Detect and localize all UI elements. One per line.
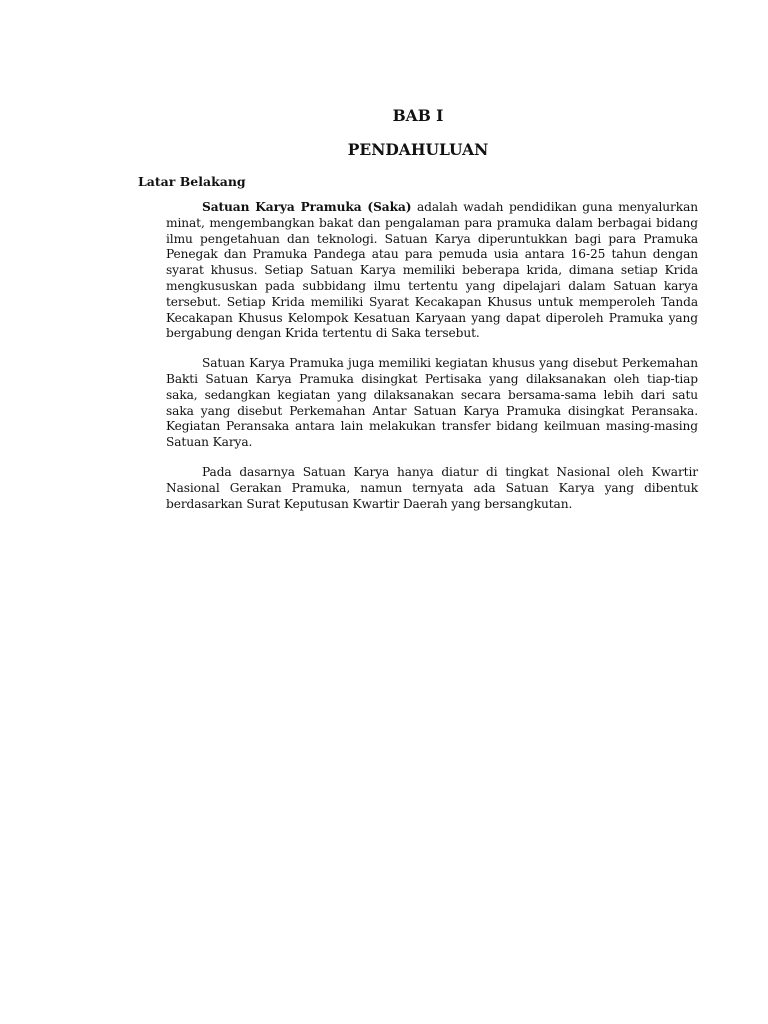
paragraph-1 (166, 200, 698, 342)
chapter-title: PENDAHULUAN (347, 140, 489, 159)
paragraph-1-lead: Satuan Karya Pramuka (Saka) (202, 200, 412, 214)
paragraph-3-text: Pada dasarnya Satuan Karya hanya diatur di tingkat Nasional oleh Kwartir Nasional Gerakan Pramuka, namun ternyata ada Satuan Karya yang dibentuk berdasarkan Surat Keputusan Kwartir Daerah yang bersangkutan. (166, 464, 698, 511)
paragraph-2-text: Satuan Karya Pramuka juga memiliki kegiatan khusus yang disebut Perkemahan Bakti Satuan Karya Pramuka disingkat Pertisaka yang dilaksanakan oleh tiap-tiap saka, sedangkan kegiatan yang dilaksanakan secara bersama-sama lebih dari satu saka yang disebut Perkemahan Antar Satuan Karya Pramuka disingkat Peransaka. Kegiatan Peransaka antara lain melakukan transfer bidang keilmuan masing-masing Satuan Karya. (166, 356, 698, 450)
paragraph-1-text: adalah wadah pendidikan guna menyalurkan minat, mengembangkan bakat dan pengalaman para pramuka dalam berbagai bidang ilmu pengetahuan dan teknologi. Satuan Karya diperuntukkan bagi para Pramuka Penegak dan Pramuka Pandega atau para pemuda usia antara 16-25 tahun dengan syarat khusus. Setiap Satuan Karya memiliki beberapa krida, dimana setiap Krida mengkususkan pada subbidang ilmu tertentu yang dipelajari dalam Satuan karya tersebut. Setiap Krida memiliki Syarat Kecakapan Khusus untuk memperoleh Tanda Kecakapan Khusus Kelompok Kesatuan Karyaan yang dapat diperoleh Pramuka yang bergabung dengan Krida tertentu di Saka tersebut. (166, 200, 698, 341)
chapter-number: BAB I (392, 106, 444, 125)
paragraph-3 (166, 465, 698, 512)
section-heading: Latar Belakang (138, 174, 246, 189)
paragraph-2 (166, 356, 698, 451)
body-text (166, 200, 698, 526)
